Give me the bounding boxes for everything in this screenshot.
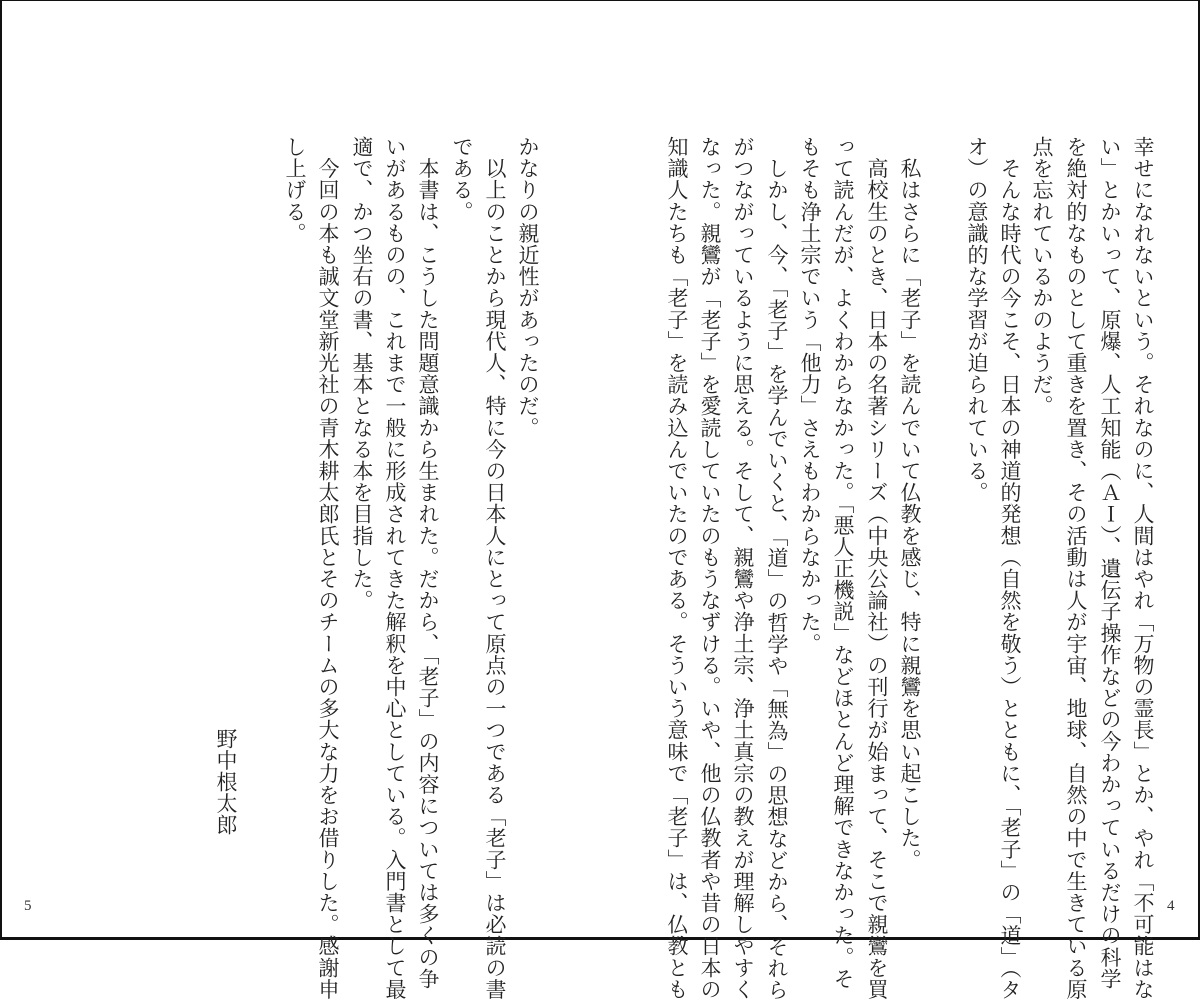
page-number: 5 bbox=[24, 898, 32, 914]
text-column: って読んだが、よくわからなかった。「悪人正機説」などほとんど理解できなかった。そ bbox=[831, 136, 855, 990]
text-column: し上げる。 bbox=[283, 136, 307, 244]
text-column: 幸せになれないという。それなのに、人間はやれ「万物の霊長」とか、やれ「不可能はな bbox=[1131, 136, 1155, 1000]
text-column: 以上のことから現代人、特に今の日本人にとって原点の一つである「老子」は必読の書 bbox=[483, 136, 507, 1000]
text-column: いがあるものの、これまで一般に形成されてきた解釈を中心としている。入門書として最 bbox=[383, 136, 407, 1000]
text-column: 本書は、こうした問題意識から生まれた。だから、「老子」の内容については多くの争 bbox=[416, 136, 440, 990]
text-column: 適で、かつ坐右の書、基本となる本を目指した。 bbox=[350, 136, 374, 612]
text-column: なった。親鸞が「老子」を愛読していたのもうなずける。いや、他の仏教者や昔の日本の bbox=[698, 136, 722, 1000]
text-column: しかし、今、「老子」を学んでいくと、「道」の哲学や「無為」の思想などから、それら bbox=[765, 136, 789, 1001]
text-column: かなりの親近性があったのだ。 bbox=[516, 136, 540, 439]
text-column: そんな時代の今こそ、日本の神道的発想（自然を敬う）とともに、「老子」の「道」（タ bbox=[998, 136, 1022, 1001]
text-column: 高校生のとき、日本の名著シリーズ（中央公論社）の刊行が始まって、そこで親鸞を買 bbox=[865, 136, 889, 1000]
right-page bbox=[600, 0, 1200, 1001]
text-column: 私はさらに「老子」を読んでいて仏教を感じ、特に親鸞を思い起こした。 bbox=[898, 136, 922, 871]
text-column: 今回の本も誠文堂新光社の青木耕太郎氏とそのチームの多大な力をお借りした。感謝申 bbox=[316, 136, 340, 1000]
text-column: オ）の意識的な学習が迫られている。 bbox=[965, 136, 989, 504]
text-column: がつながっているように思える。そして、親鸞や浄土宗、浄土真宗の教えが理解しやすく bbox=[731, 136, 755, 1000]
text-column: 知識人たちも「老子」を読み込んでいたのである。そういう意味で「老子」は、仏教とも bbox=[665, 136, 689, 1000]
text-column: である。 bbox=[450, 136, 474, 223]
left-page bbox=[0, 0, 600, 1000]
text-column: を絶対的なものとして重きを置き、その活動は人が宇宙、地球、自然の中で生きている原 bbox=[1064, 136, 1088, 1000]
author-signature: 野中根太郎 bbox=[214, 728, 238, 836]
text-column: 点を忘れているかのようだ。 bbox=[1030, 136, 1054, 417]
text-column: い」とかいって、原爆、人工知能（ＡＩ）、遺伝子操作などの今わかっているだけの科学 bbox=[1098, 136, 1122, 990]
text-column: もそも浄土宗でいう「他力」さえもわからなかった。 bbox=[798, 136, 822, 655]
page-number: 4 bbox=[1167, 898, 1175, 914]
